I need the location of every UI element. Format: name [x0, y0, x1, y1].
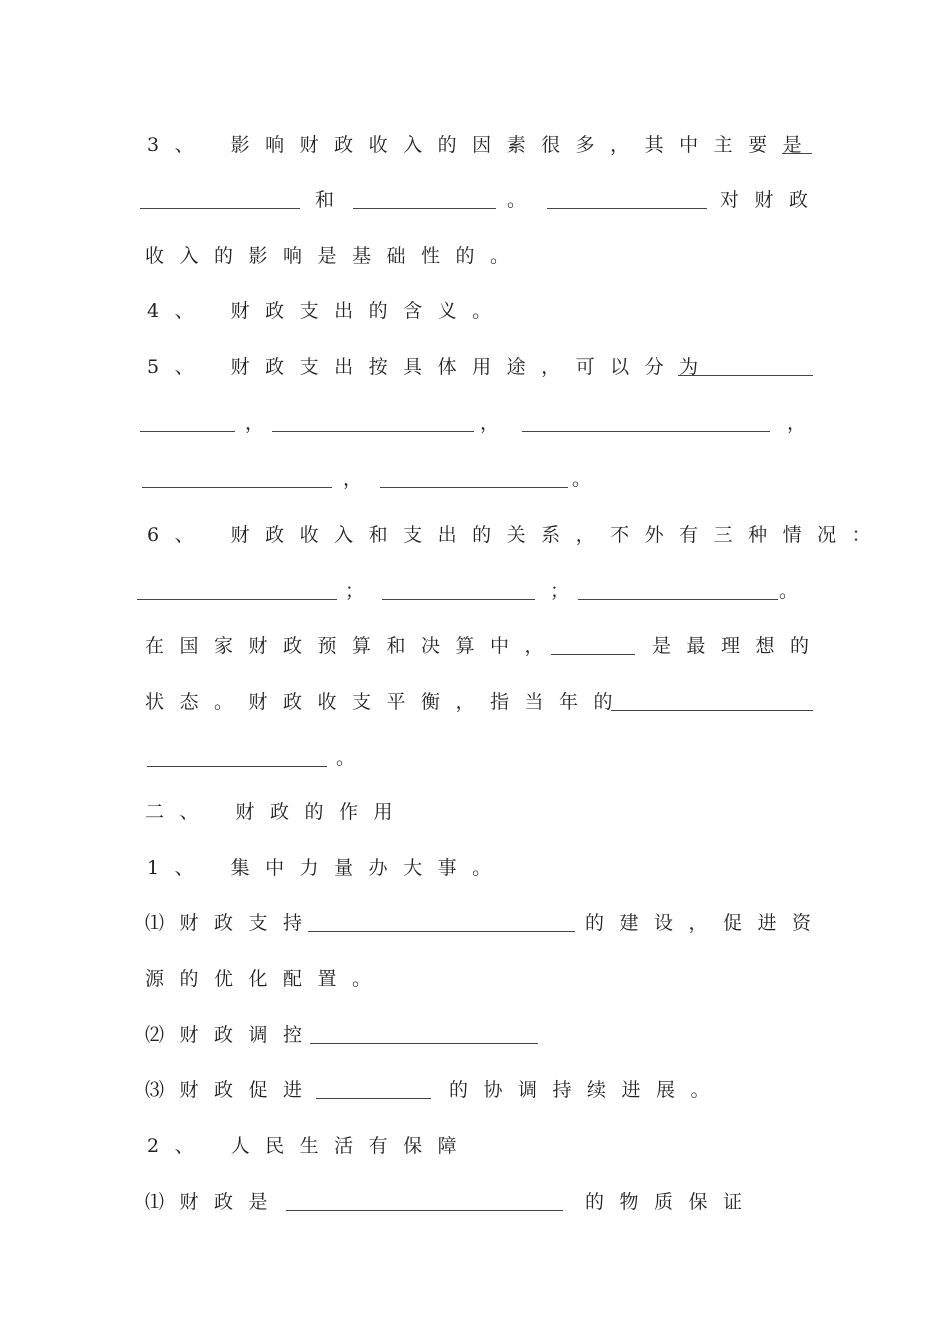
fill-blank	[147, 766, 327, 767]
fill-blank	[522, 431, 770, 432]
fill-blank	[611, 710, 813, 711]
item-1-sub-2-line	[0, 1020, 950, 1050]
item-2-sub-1-line	[0, 1187, 950, 1217]
item-2-sub-1-text-cont: 的物质保证	[585, 1191, 758, 1213]
question-3-line-2	[0, 185, 950, 215]
question-3-line-1	[0, 130, 950, 160]
item-1-sub-3-line	[0, 1075, 950, 1105]
question-6-line-2	[0, 576, 950, 606]
question-5-line-3	[0, 464, 950, 494]
connector-text: 和	[315, 189, 350, 211]
item-1-sub-1-text-end: 源的优化配置。	[145, 968, 387, 990]
question-6-text-cont: 在国家财政预算和决算中，	[145, 635, 560, 657]
fill-blank	[286, 1210, 563, 1211]
period-text: 。	[336, 747, 371, 769]
question-5-line-1	[0, 352, 950, 382]
fill-blank	[551, 654, 635, 655]
period-text: 。	[507, 189, 542, 211]
fill-blank	[140, 208, 300, 209]
question-6-line-1	[0, 520, 950, 550]
item-2-sub-1-text: ⑴财政是	[145, 1191, 284, 1213]
fill-blank	[310, 1043, 538, 1044]
period-text: 。	[779, 580, 814, 602]
question-3-text: 3、 影响财政收入的因素很多，其中主要是	[147, 134, 818, 156]
question-6-text-cont-2: 是最理想的	[652, 635, 825, 657]
fill-blank	[142, 487, 332, 488]
comma-text: ，	[245, 412, 280, 434]
section-2-title: 二、 财政的作用	[145, 801, 409, 823]
fill-blank	[578, 599, 778, 600]
question-5-text: 5、 财政支出按具体用途，可以分为	[147, 356, 714, 378]
fill-blank	[140, 431, 235, 432]
semicolon-text: ；	[550, 580, 585, 602]
section-2-heading	[0, 797, 950, 827]
item-1-sub-1-text: ⑴财政支持	[145, 912, 318, 934]
question-6-line-3	[0, 631, 950, 661]
item-1-sub-3-text: ⑶财政促进	[145, 1079, 318, 1101]
comma-text: ，	[787, 412, 822, 434]
fill-blank	[547, 208, 707, 209]
item-1-line	[0, 853, 950, 883]
item-1-sub-3-text-cont: 的协调持续进展。	[449, 1079, 726, 1101]
question-6-text-cont-3: 状态。财政收支平衡，指当年的	[145, 691, 629, 713]
question-6-line-5	[0, 743, 950, 773]
question-3-line-3	[0, 241, 950, 271]
question-6-text: 6、 财政收入和支出的关系，不外有三种情况：	[147, 524, 887, 546]
question-5-line-2	[0, 408, 950, 438]
item-1-text: 1、 集中力量办大事。	[147, 857, 507, 879]
fill-blank	[316, 1098, 431, 1099]
fill-blank	[353, 208, 496, 209]
question-3-text-cont: 对财政	[720, 189, 824, 211]
period-text: 。	[572, 468, 607, 490]
item-1-sub-1-line-2	[0, 964, 950, 994]
item-1-sub-2-text: ⑵财政调控	[145, 1024, 318, 1046]
fill-blank	[678, 375, 813, 376]
comma-text: ，	[343, 468, 378, 490]
item-2-line	[0, 1131, 950, 1161]
question-3-text-end: 收入的影响是基础性的。	[145, 245, 525, 267]
item-1-sub-1-line-1	[0, 908, 950, 938]
semicolon-text: ；	[345, 580, 380, 602]
fill-blank	[382, 599, 535, 600]
fill-blank	[137, 599, 337, 600]
fill-blank	[782, 153, 812, 154]
question-4-text: 4、 财政支出的含义。	[147, 300, 507, 322]
fill-blank	[380, 487, 568, 488]
question-6-line-4	[0, 687, 950, 717]
fill-blank	[272, 431, 474, 432]
comma-text: ，	[480, 412, 515, 434]
item-1-sub-1-text-cont: 的建设，促进资	[585, 912, 827, 934]
item-2-text: 2、 人民生活有保障	[147, 1135, 473, 1157]
fill-blank	[308, 931, 575, 932]
question-4-line	[0, 296, 950, 326]
